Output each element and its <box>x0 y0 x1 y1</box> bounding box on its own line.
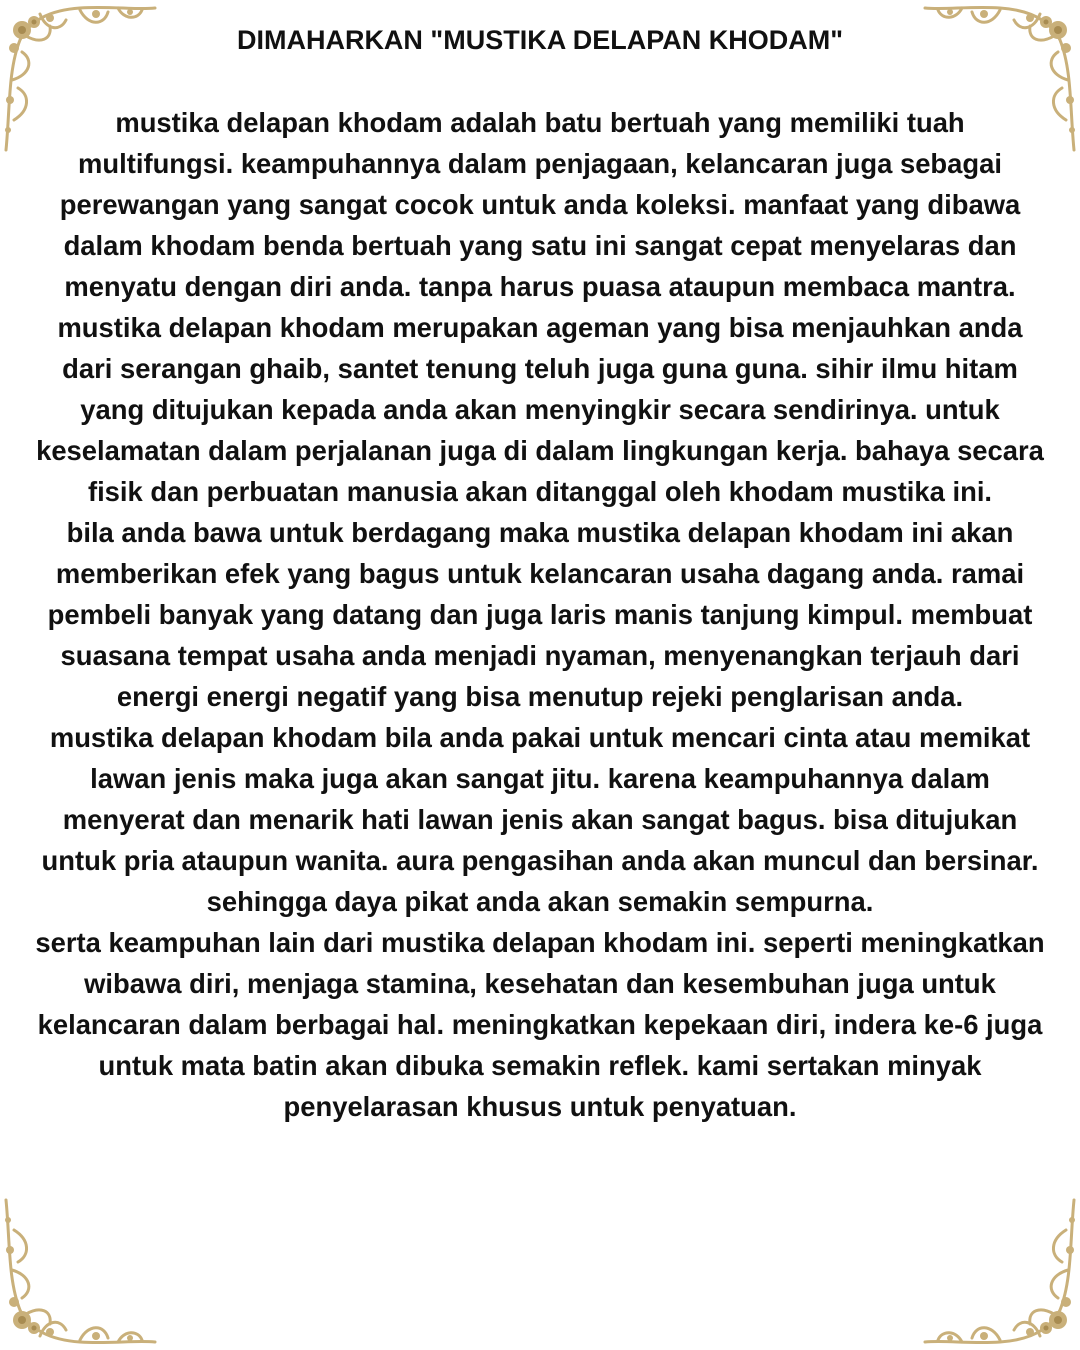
paragraph-2: mustika delapan khodam merupakan ageman yang bisa menjauhkan anda dari serangan ghaib, santet tenung teluh juga guna guna. sihir ilmu hitam yang ditujukan kepada anda akan menyingkir secara sendirinya. untuk keselamatan dalam perjalanan juga di dalam lingkungan kerja. bahaya secara fisik dan perbuatan manusia akan ditanggal oleh khodam mustika ini. <box>36 312 1044 507</box>
paragraph-1: mustika delapan khodam adalah batu bertuah yang memiliki tuah multifungsi. keampuhannya dalam penjagaan, kelancaran juga sebagai perewangan yang sangat cocok untuk anda koleksi. manfaat yang dibawa dalam khodam benda bertuah yang satu ini sangat cepat menyelaras dan menyatu dengan diri anda. tanpa harus puasa ataupun membaca mantra. <box>59 107 1021 302</box>
page-title: DIMAHARKAN "MUSTIKA DELAPAN KHODAM" <box>236 25 844 55</box>
paragraph-4: mustika delapan khodam bila anda pakai untuk mencari cinta atau memikat lawan jenis maka juga akan sangat jitu. karena keampuhannya dalam menyerat dan menarik hati lawan jenis akan sangat bagus. bisa ditujukan untuk pria ataupun wanita. aura pengasihan anda akan muncul dan bersinar. sehingga daya pikat anda akan semakin sempurna. <box>41 722 1039 917</box>
paragraph-5: serta keampuhan lain dari mustika delapan khodam ini. seperti meningkatkan wibawa diri, menjaga stamina, kesehatan dan kesembuhan juga untuk kelancaran dalam berbagai hal. meningkatkan kepekaan diri, indera ke-6 juga untuk mata batin akan dibuka semakin reflek. kami sertakan minyak penyelarasan khusus untuk penyatuan. <box>35 927 1045 1122</box>
floral-corner-ornament-bottom-right-icon <box>920 1190 1080 1350</box>
body-text <box>34 102 1046 1127</box>
paragraph-3: bila anda bawa untuk berdagang maka mustika delapan khodam ini akan memberikan efek yang bagus untuk kelancaran usaha dagang anda. ramai pembeli banyak yang datang dan juga laris manis tanjung kimpul. membuat suasana tempat usaha anda menjadi nyaman, menyenangkan terjauh dari energi energi negatif yang bisa menutup rejeki penglarisan anda. <box>47 517 1033 712</box>
floral-corner-ornament-bottom-left-icon <box>0 1190 160 1350</box>
